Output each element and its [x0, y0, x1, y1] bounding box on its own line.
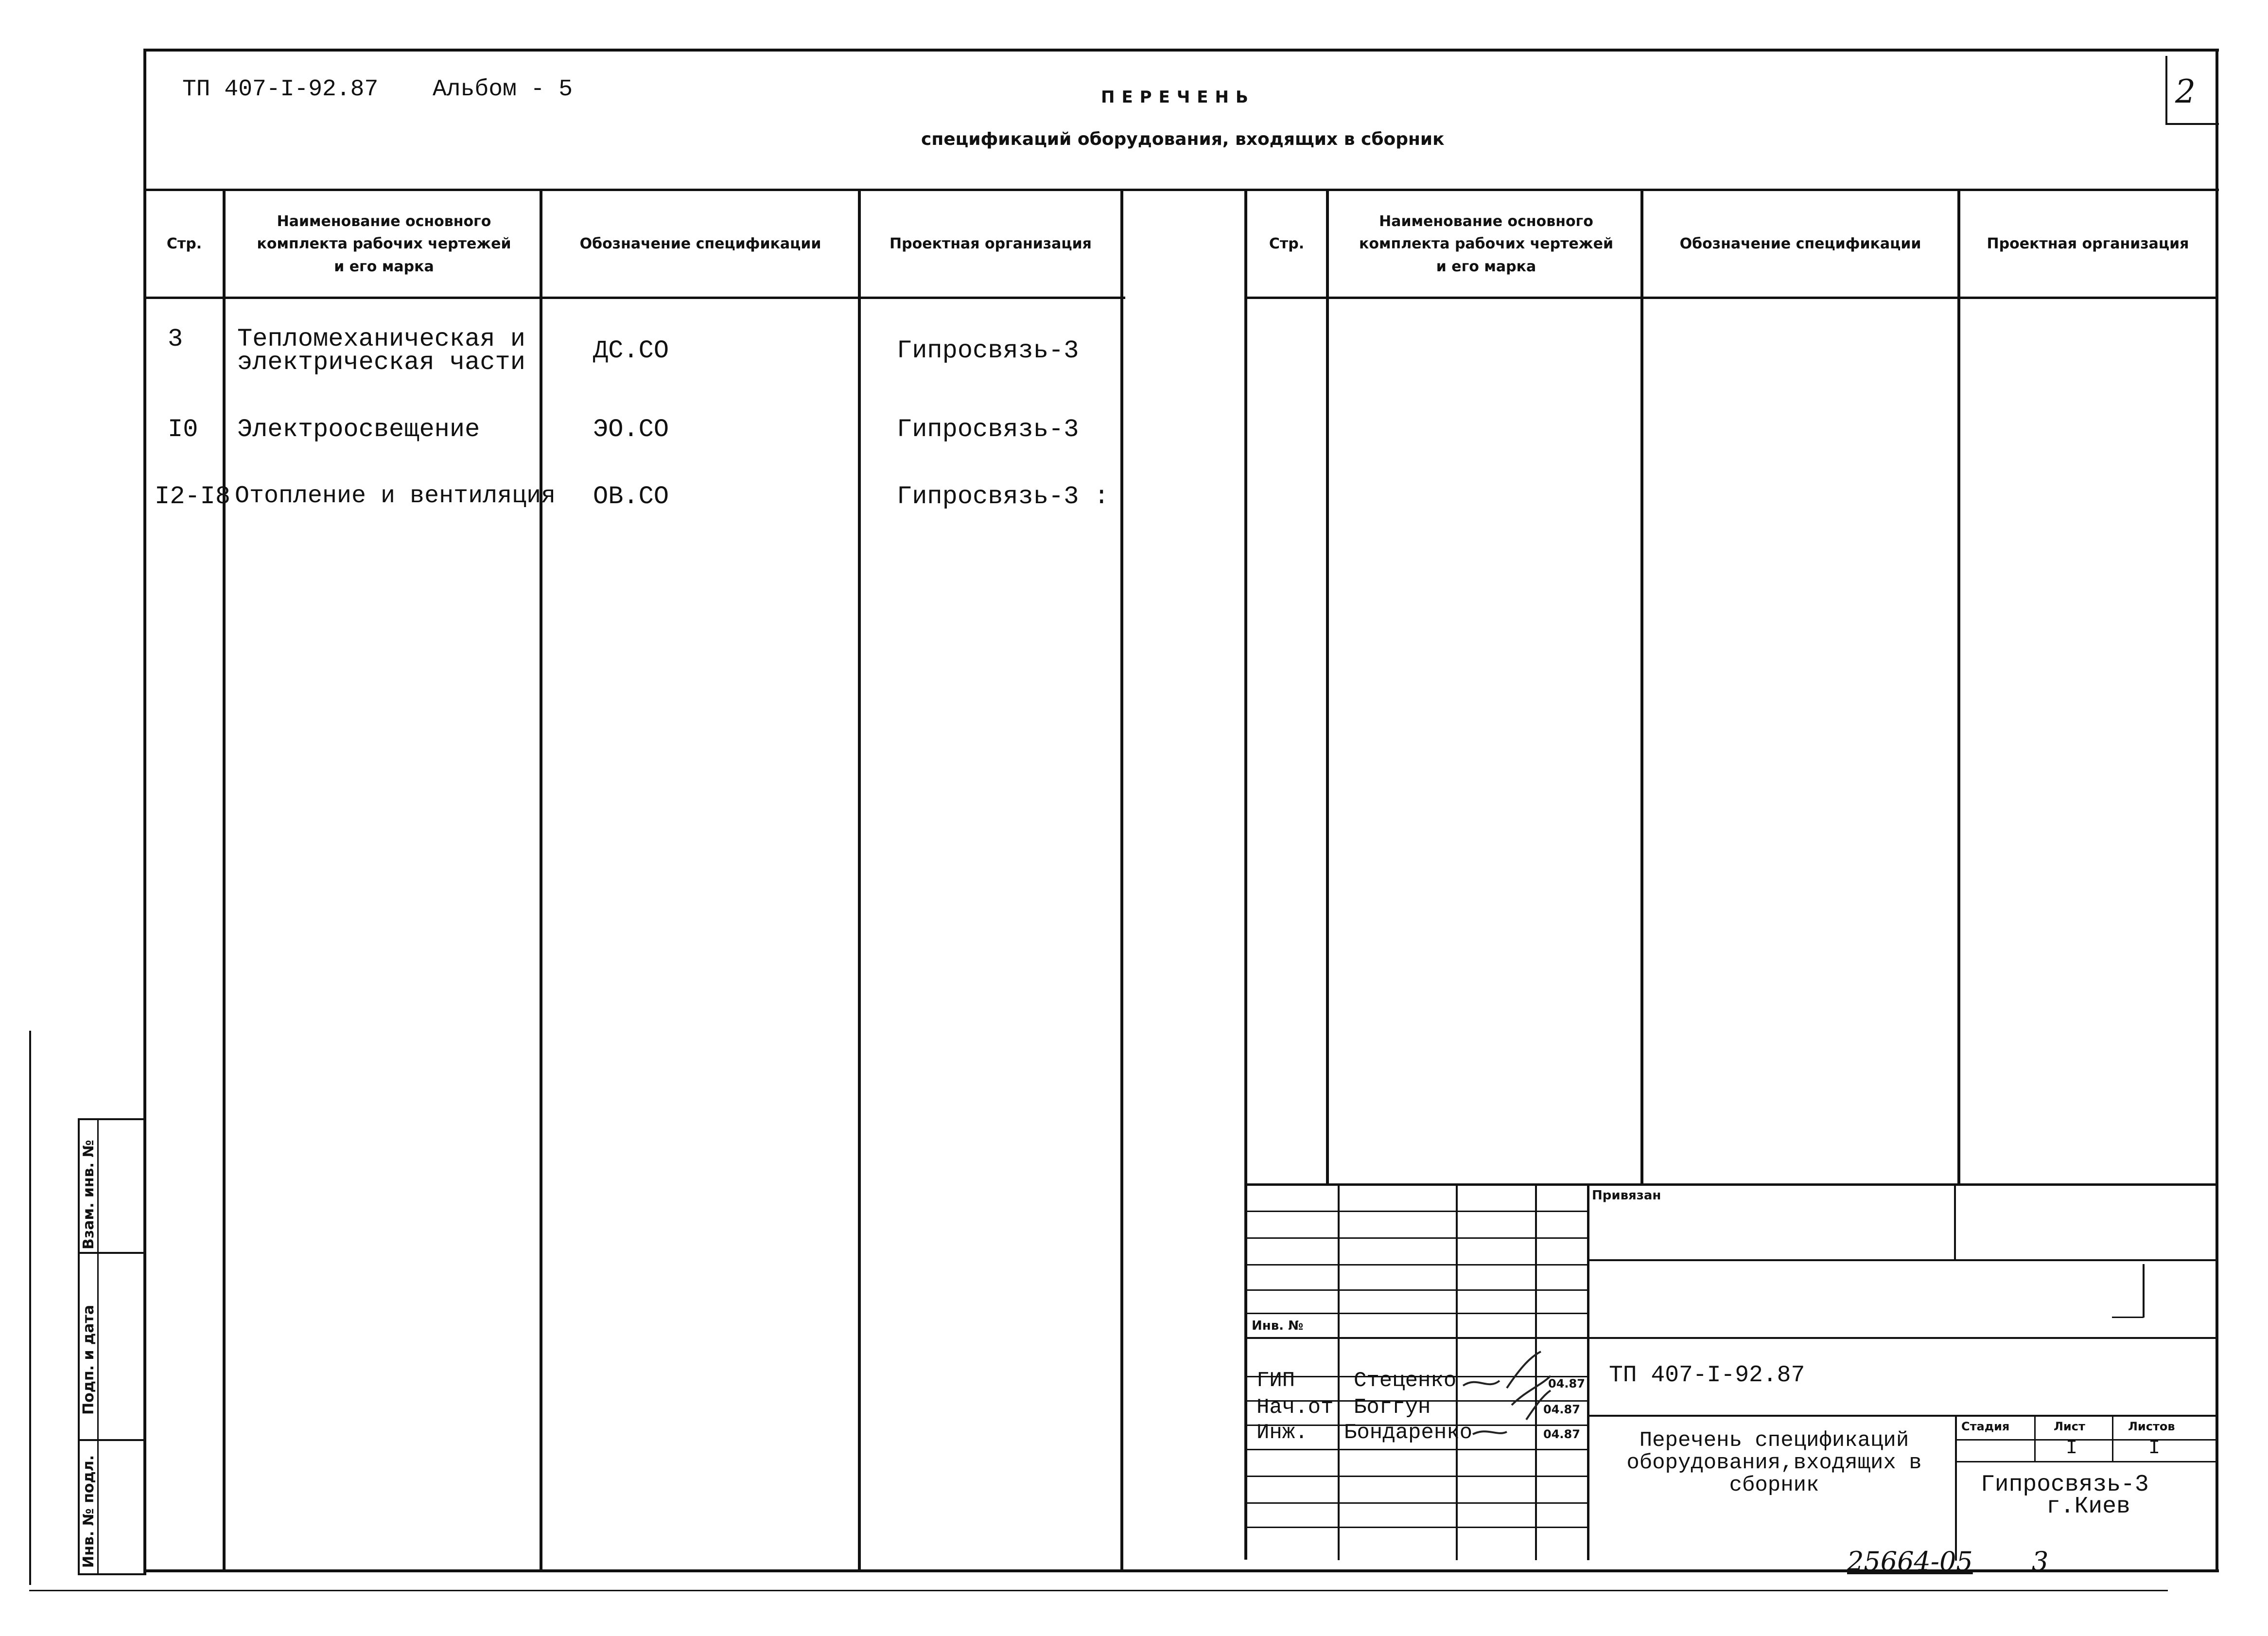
org-line1: Гипросвязь-3	[1981, 1472, 2149, 1498]
inv-no-label: Инв. №	[1252, 1319, 1304, 1333]
row-name-line1: Электроосвещение	[237, 415, 480, 444]
header-organization: Проектная организация	[890, 235, 1092, 253]
row-page: 3	[168, 325, 183, 353]
header-name: Наименование основного комплекта рабочих чертежей и его марка	[257, 212, 511, 275]
sheet-label: Лист	[2054, 1420, 2085, 1433]
sign-date-cell: Подп. и дата	[80, 1304, 97, 1415]
sheet-value: I	[2066, 1438, 2078, 1460]
row-designation: ОВ.СО	[593, 482, 669, 511]
page-mark: 3	[2032, 1546, 2049, 1577]
row-organization: Гипросвязь-3 :	[897, 482, 1109, 511]
sheets-value: I	[2148, 1438, 2161, 1460]
header-page: Стр.	[1269, 235, 1305, 253]
sign-date: 04.87	[1543, 1427, 1580, 1441]
header-designation: Обозначение спецификации	[1679, 235, 1921, 253]
sheet-number: 2	[2175, 73, 2196, 110]
row-name-line1: Тепломеханическая и	[237, 325, 525, 353]
stage-label: Стадия	[1961, 1420, 2010, 1433]
row-name-line2: электрическая части	[237, 348, 525, 377]
role: Инж.	[1256, 1421, 1308, 1445]
replace-inv-cell: Взам. инв. №	[80, 1140, 97, 1249]
row-organization: Гипросвязь-3	[897, 336, 1079, 365]
description: Перечень спецификаций оборудования,входящих в сборник	[1626, 1428, 1922, 1498]
role: ГИП	[1256, 1369, 1295, 1393]
person-name: Бондаренко	[1344, 1421, 1473, 1445]
document-subtitle: спецификаций оборудования, входящих в сборник	[921, 129, 1445, 149]
album-label: Альбом - 5	[433, 76, 573, 103]
row-page: I2-I8	[155, 482, 231, 511]
row-designation: ЭО.СО	[593, 415, 669, 444]
person-name: Боггун	[1354, 1395, 1431, 1420]
linked-label: Привязан	[1592, 1188, 1661, 1203]
row-name-line1: Отопление и вентиляция	[235, 482, 556, 510]
signature-marks	[1453, 1347, 1589, 1449]
document-title: ПЕРЕЧЕНЬ	[1101, 88, 1255, 107]
sign-date: 04.87	[1548, 1377, 1585, 1390]
sign-date: 04.87	[1543, 1403, 1580, 1416]
doc-code: ТП 407-I-92.87	[1609, 1362, 1805, 1389]
header-organization: Проектная организация	[1987, 235, 2189, 253]
person-name: Стеценко	[1354, 1369, 1457, 1393]
row-page: I0	[168, 415, 198, 444]
header-name: Наименование основного комплекта рабочих чертежей и его марка	[1359, 212, 1614, 275]
row-organization: Гипросвязь-3	[897, 415, 1079, 444]
org-line2: г.Киев	[2046, 1494, 2130, 1520]
role: Нач.от	[1256, 1395, 1334, 1420]
inv-original-cell: Инв. № подл.	[80, 1455, 97, 1568]
header-designation: Обозначение спецификации	[579, 235, 821, 253]
row-designation: ДС.СО	[593, 336, 669, 365]
header-page: Стр.	[166, 235, 202, 253]
document-code: ТП 407-I-92.87	[182, 76, 379, 103]
archive-number: 25664-05	[1847, 1546, 1973, 1577]
sheets-label: Листов	[2128, 1420, 2175, 1433]
